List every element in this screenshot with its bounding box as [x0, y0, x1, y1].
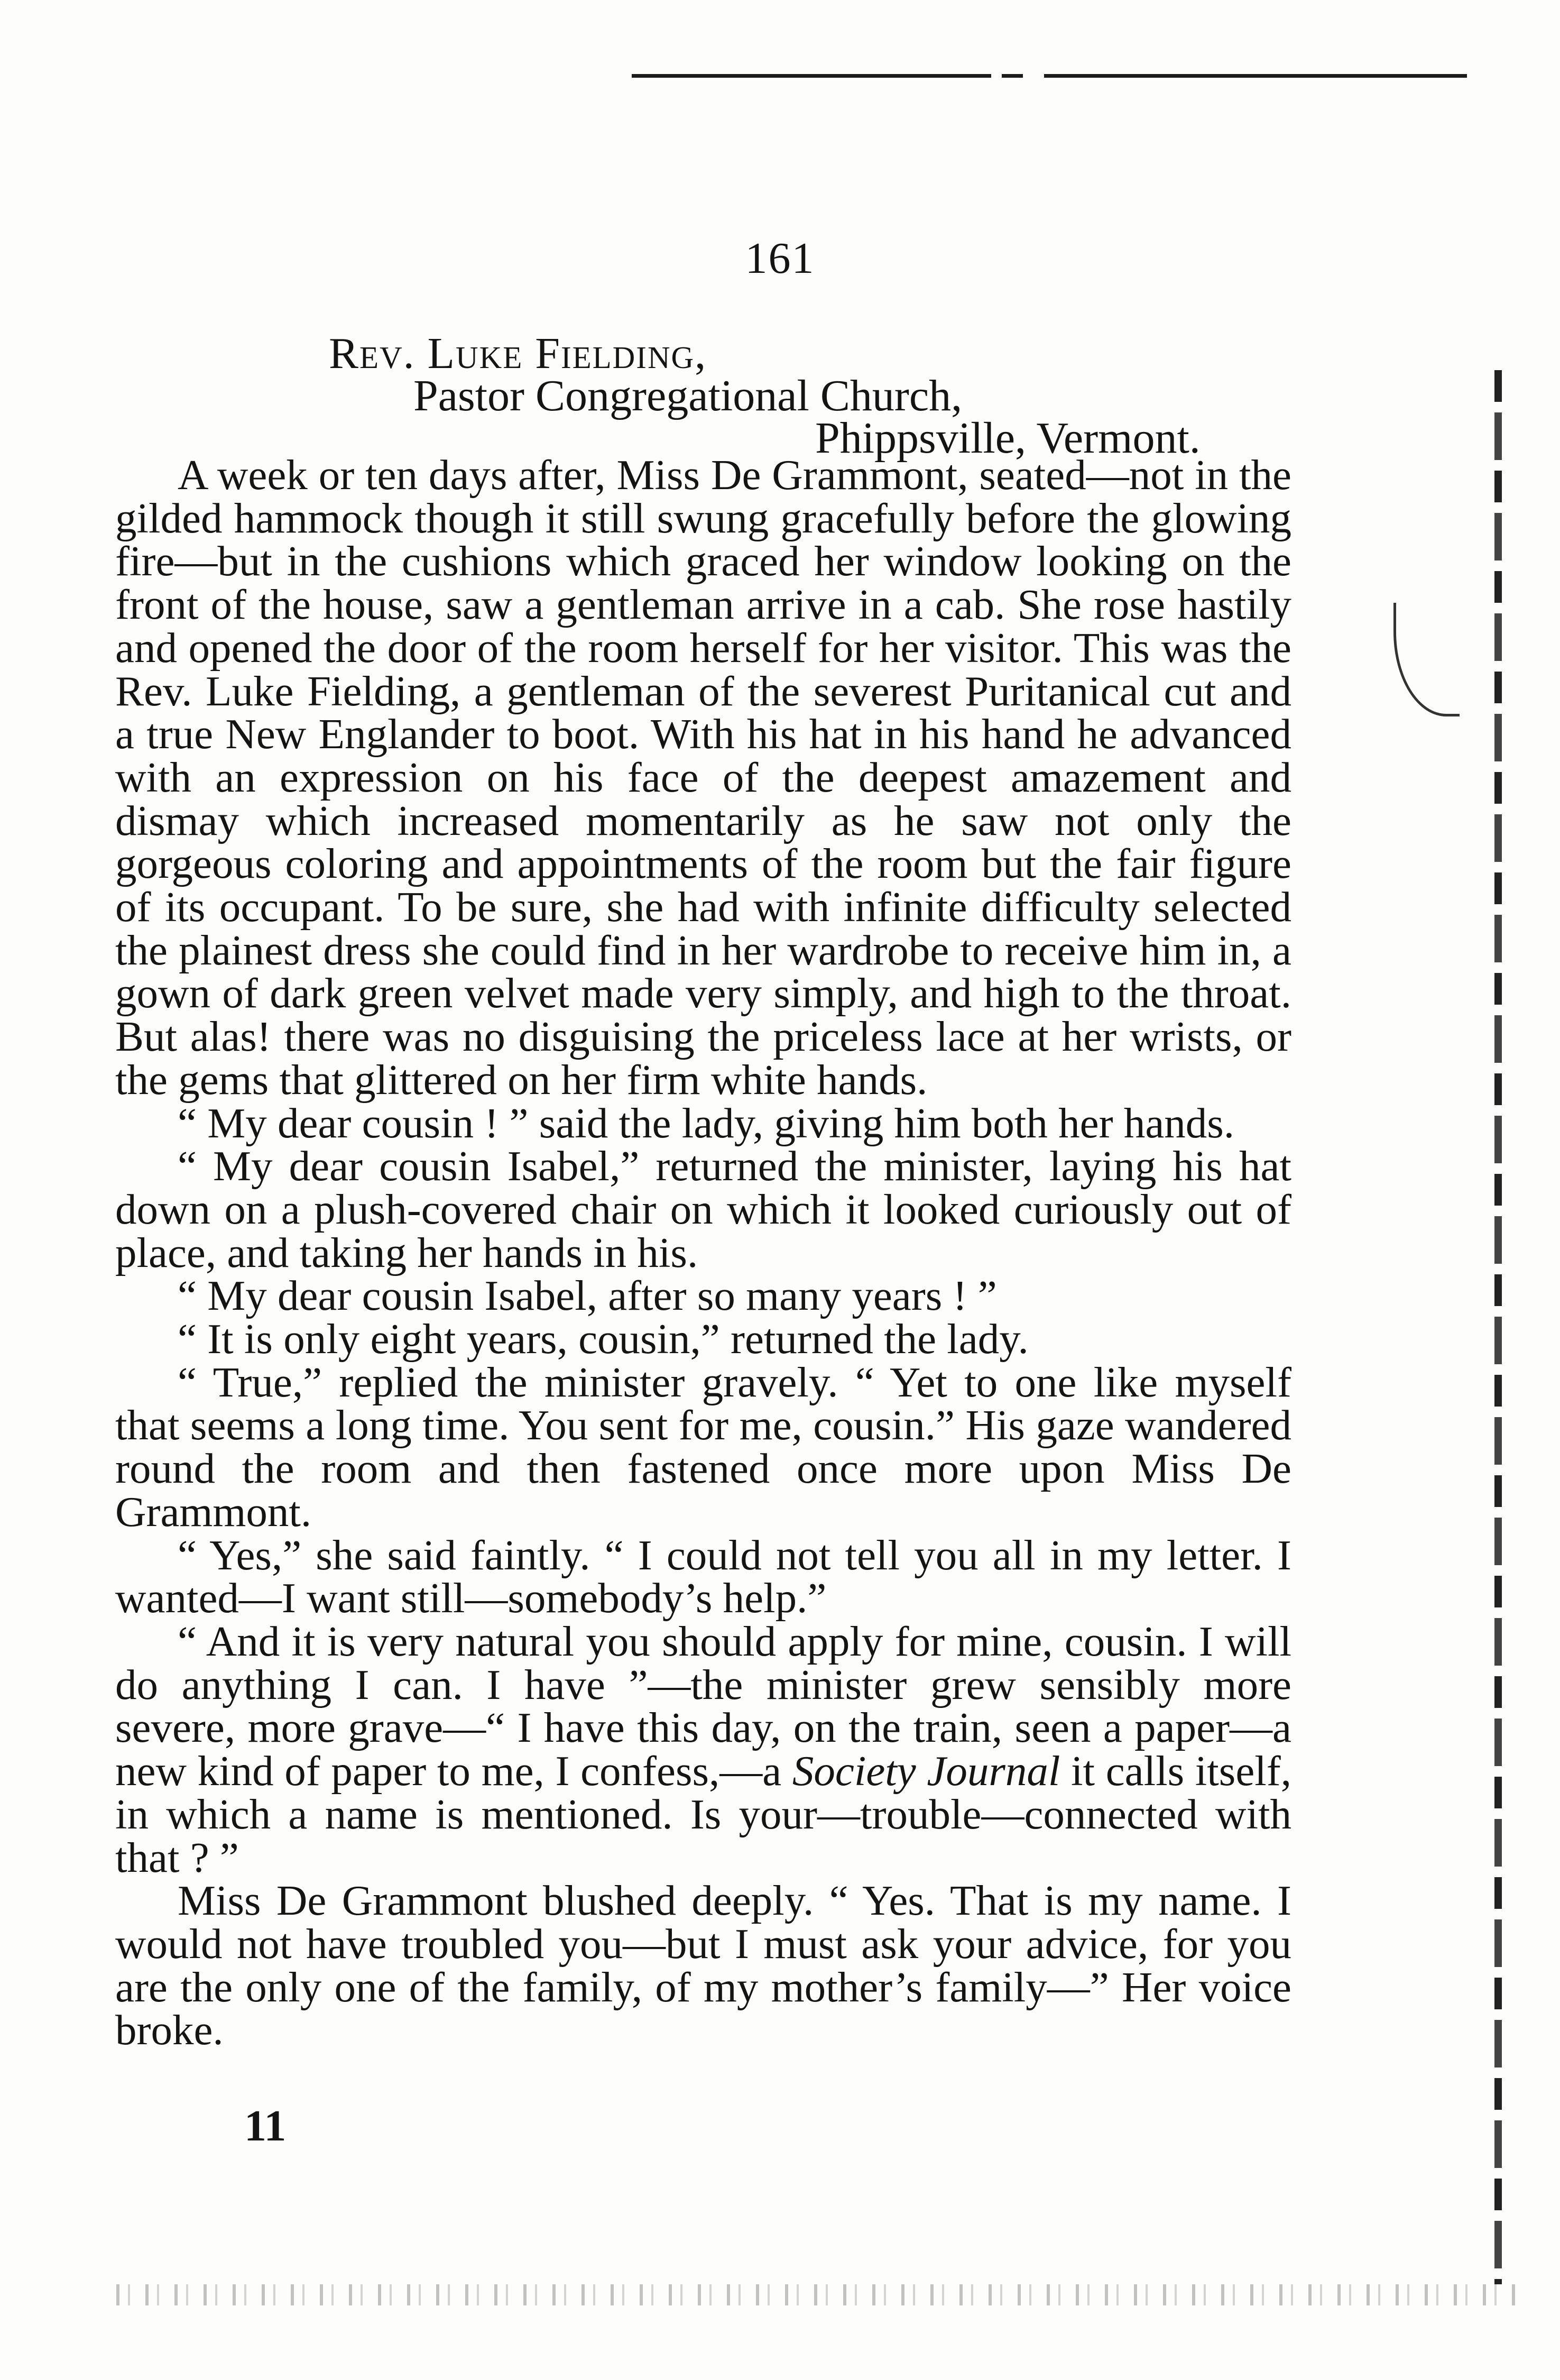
page-edge-bleed — [1494, 370, 1502, 2284]
paragraph-society-journal — [115, 1617, 1292, 1881]
body-text — [115, 451, 1292, 2054]
paragraph-end: it calls itself, in which a name is mentioned. Is your—trouble—connected with that ? ” — [115, 1747, 1292, 1881]
signature-mark: 11 — [244, 2101, 287, 2151]
paragraph: “ True,” replied the minister gravely. “ Yet to one like myself that seems a long time. You sent for me, cousin.” His gaze wandered round the room and then fastened once more upon Miss De Grammont. — [115, 1358, 1291, 1536]
italic-title: Society Journal — [792, 1747, 1060, 1795]
paragraph-start: “ And it is very natural you should apply for mine, cousin. I will do anything I can. I have ”—the minister grew sensibly more severe, more grave—“ I have this day, on the train, seen a paper—a new kind of paper to me, I confess,—a — [115, 1617, 1291, 1795]
paragraph: “ My dear cousin Isabel,” returned the minister, laying his hat down on a plush-covered chair on which it looked curiously out of place, and taking her hands in his. — [115, 1142, 1291, 1276]
paragraph: “ My dear cousin Isabel, after so many years ! ” — [178, 1272, 997, 1320]
address-line-town: Phippsville, Vermont. — [815, 413, 1201, 463]
top-rule — [632, 74, 991, 78]
top-rule-short — [1002, 74, 1023, 78]
paragraph: “ Yes,” she said faintly. “ I could not tell you all in my letter. I wanted—I want still—somebody’s help.” — [115, 1531, 1291, 1622]
bottom-scan-noise — [116, 2284, 1522, 2305]
address-line-church: Pastor Congregational Church, — [413, 371, 963, 420]
paragraph: A week or ten days after, Miss De Grammont, seated—not in the gilded hammock though it still swung gracefully before the glowing fire—but in the cushions which graced her window looking on the front of the house, saw a gentleman arrive in a cab. She rose hastily and opened the door of the room herself for her visitor. This was the Rev. Luke Fielding, a gentleman of the severest Puritanical cut and a true New Englander to boot. With his hat in his hand he advanced with an expression on his face of the deepest amazement and dismay which increased momentarily as he saw not only the gorgeous coloring and appointments of the room but the fair figure of its occupant. To be sure, she had with infinite difficulty selected the plainest dress she could find in her wardrobe to receive him in, a gown of dark green velvet made very simply, and high to the throat. But alas! there was no disguising the priceless lace at her wrists, or the gems that glittered on her firm white hands. — [115, 451, 1291, 1104]
paragraph: “ My dear cousin ! ” said the lady, giving him both her hands. — [178, 1099, 1235, 1147]
addressee-name: Rev. Luke Fielding, — [329, 329, 707, 378]
top-rule-right — [1044, 74, 1467, 78]
page-number: 161 — [745, 234, 815, 283]
page-edge-curve — [1393, 603, 1460, 716]
paragraph-last: Miss De Grammont blushed deeply. “ Yes. That is my name. I would not have troubled you—but I must ask your advice, for you are the only one of the family, of my mother’s family—” Her voice broke. — [115, 1877, 1291, 2054]
paragraph: “ It is only eight years, cousin,” returned the lady. — [178, 1315, 1029, 1363]
